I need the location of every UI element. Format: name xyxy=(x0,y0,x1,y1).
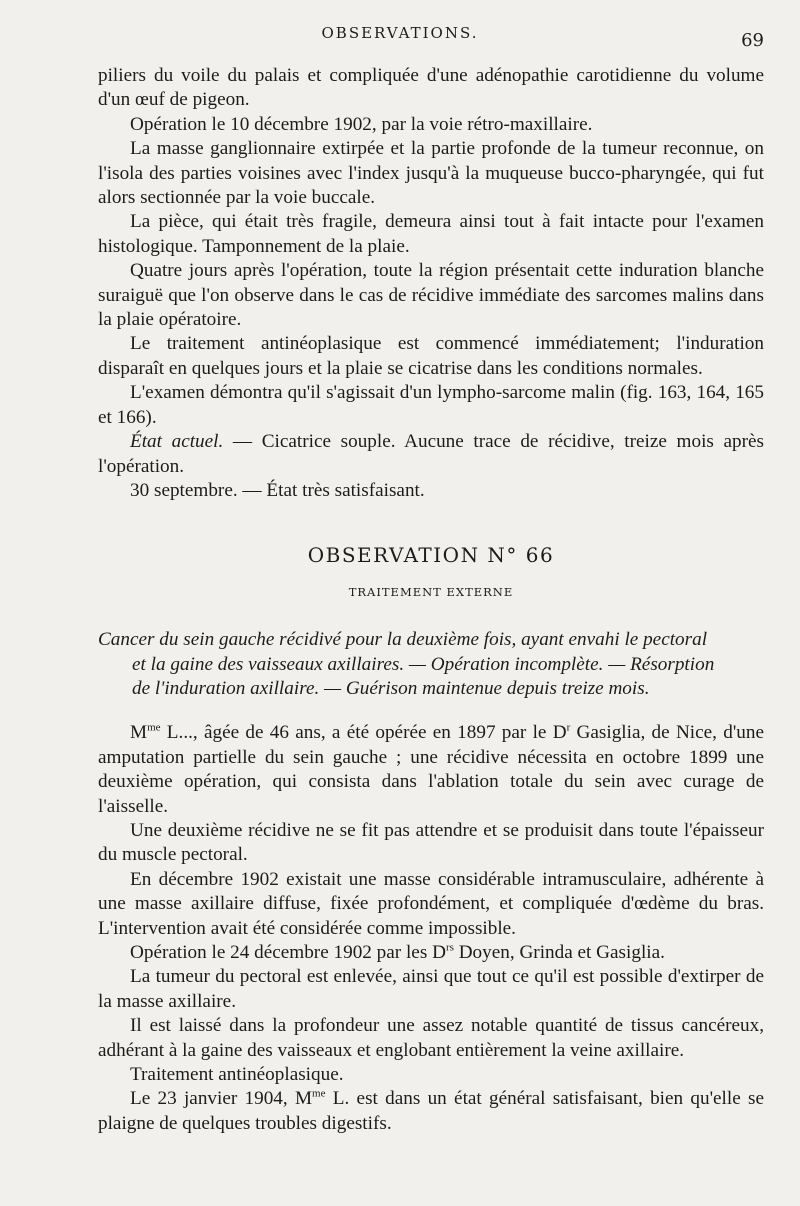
running-title: OBSERVATIONS. xyxy=(321,24,479,42)
paragraph: piliers du voile du palais et compliquée d'une adénopathie carotidienne du volume d'un œuf de pigeon. xyxy=(98,65,764,111)
paragraph: Une deuxième récidive ne se fit pas attendre et se produisit dans toute l'épaisseur du muscle pectoral. xyxy=(98,819,764,866)
summary-line: et la gaine des vaisseaux axillaires. — Opération incomplète. — Résorption xyxy=(132,653,715,675)
paragraph: La pièce, qui était très fragile, demeura ainsi tout à fait intacte pour l'examen histologique. Tamponnement de la plaie. xyxy=(98,211,764,257)
paragraph-etat-actuel xyxy=(98,430,764,479)
paragraph: L'examen démontra qu'il s'agissait d'un lympho-sarcome malin (fig. 163, 164, 165 et 166). xyxy=(98,382,764,428)
paragraph: Traitement antinéoplasique. xyxy=(130,1064,344,1086)
etat-actuel-label: État actuel. xyxy=(130,431,224,453)
summary-line: Cancer du sein gauche récidivé pour la deuxième fois, ayant envahi le pectoral xyxy=(98,629,708,651)
paragraph: $M^{me}$ L..., âgée de 46 ans, a été opérée en 1897 par le $D^r$ Gasiglia, de Nice, d'une amputation partielle du sein gauche ; une récidive nécessita en octobre 1899 une deuxième opération, qui consista dans l'ablation totale du sein avec curage de l'aisselle. xyxy=(98,721,764,817)
observation-summary xyxy=(98,628,764,701)
paragraph: La masse ganglionnaire extirpée et la partie profonde de la tumeur reconnue, on l'isola des parties voisines avec l'index jusqu'à la muqueuse bucco-pharyngée, qui fut alors sectionnée par la voie buccale. xyxy=(98,138,764,209)
paragraph: 30 septembre. — État très satisfaisant. xyxy=(130,479,425,501)
paragraph: Opération le 24 décembre 1902 par les $D^{rs}$ Doyen, Grinda et Gasiglia. xyxy=(130,941,665,963)
etat-actuel-text: — Cicatrice souple. Aucune trace de récidive, treize mois après l'opération. xyxy=(98,431,764,477)
paragraph: Le traitement antinéoplasique est commencé immédiatement; l'induration disparaît en quelques jours et la plaie se cicatrise dans les conditions normales. xyxy=(98,333,764,379)
paragraph: La tumeur du pectoral est enlevée, ainsi que tout ce qu'il est possible d'extirper de la masse axillaire. xyxy=(98,966,764,1012)
paragraph: Quatre jours après l'opération, toute la région présentait cette induration blanche suraiguë que l'on observe dans le cas de récidive immédiate des sarcomes malins dans la plaie opératoire. xyxy=(98,260,764,331)
page-number: 69 xyxy=(741,30,764,51)
paragraph: Il est laissé dans la profondeur une assez notable quantité de tissus cancéreux, adhérant à la gaine des vaisseaux et englobant entièrement la veine axillaire. xyxy=(98,1015,764,1061)
summary-line: de l'induration axillaire. — Guérison maintenue depuis treize mois. xyxy=(132,677,650,699)
page-body xyxy=(98,64,764,1136)
observation-subtitle: TRAITEMENT EXTERNE xyxy=(348,584,514,599)
observation-title: OBSERVATION N° 66 xyxy=(307,543,555,568)
paragraph: Opération le 10 décembre 1902, par la voie rétro-maxillaire. xyxy=(130,113,593,135)
paragraph: En décembre 1902 existait une masse considérable intramusculaire, adhérente à une masse axillaire diffuse, fixée profondément, et compliquée d'œdème du bras. L'intervention avait été considérée comme impossible. xyxy=(98,868,764,939)
paragraph: Le 23 janvier 1904, $M^{me}$ L. est dans un état général satisfaisant, bien qu'elle se plaigne de quelques troubles digestifs. xyxy=(98,1088,764,1134)
